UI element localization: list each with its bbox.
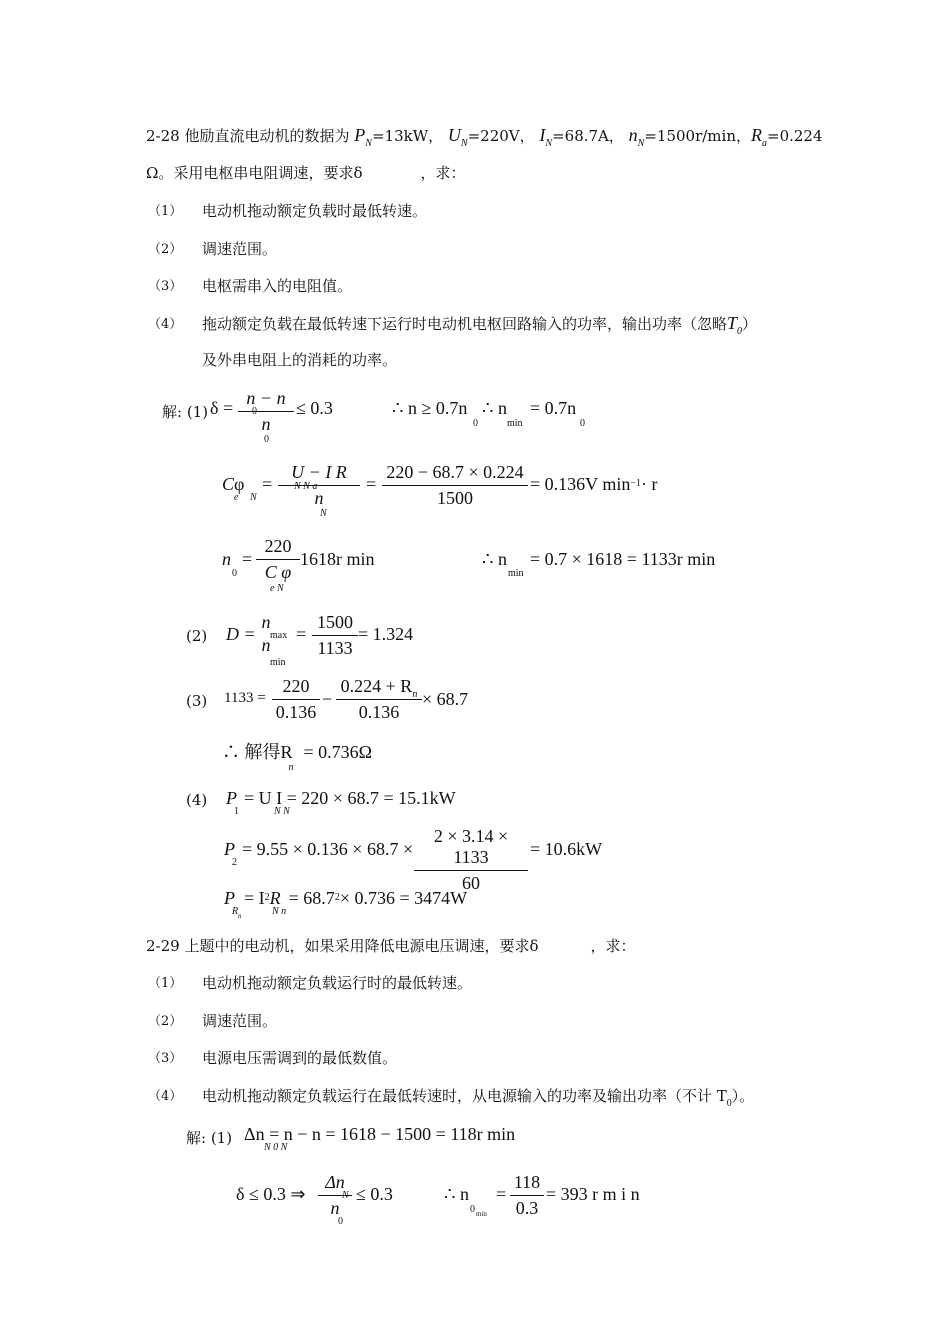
frac-den: n	[261, 635, 271, 655]
sub-N: N	[545, 138, 553, 149]
den-subs: e N	[270, 583, 284, 594]
fraction-n0min	[510, 1172, 544, 1219]
frac-num: U − I R	[291, 462, 347, 482]
part-label: (4)	[186, 791, 208, 809]
problem-28-line2	[146, 162, 465, 183]
frac-num: n − n	[246, 388, 286, 408]
sub-N: N	[342, 1190, 349, 1201]
P1-lhs: P	[226, 788, 237, 808]
var-n: n	[628, 125, 638, 145]
frac-den: 1133	[317, 638, 353, 658]
sub-0-num: 0	[252, 406, 257, 417]
eq: =	[242, 549, 253, 569]
item-number: （4）	[148, 1089, 183, 1104]
line2-delta: δ ≤ 0.3 ⇒	[236, 1184, 306, 1204]
value-IN: =68.7A，	[552, 127, 624, 145]
minus: −	[322, 689, 333, 709]
item-text-wrap	[202, 313, 758, 337]
frac-num: 220 − 68.7 × 0.224	[386, 462, 524, 482]
P2-lhs: P	[224, 839, 235, 859]
sub-0: 0	[338, 1216, 343, 1227]
problem-29-line1	[146, 935, 636, 956]
sub-0: 0	[473, 418, 478, 429]
P1-expr: = U I = 220 × 68.7 = 15.1kW	[244, 788, 456, 808]
sub-0: 0	[470, 1204, 475, 1215]
sub-0: 0	[726, 1098, 732, 1109]
line2-ineq: ≤ 0.3	[356, 1184, 393, 1204]
item-text: 调速范围。	[202, 240, 278, 258]
frac-den: 60	[462, 873, 480, 893]
problem-28-item-1	[148, 200, 428, 220]
sub-N: N	[365, 138, 372, 149]
var-C: C	[222, 474, 235, 494]
value-nN: =1500r/min，	[644, 127, 751, 145]
frac-bar	[414, 870, 528, 871]
sub-min: min	[507, 418, 523, 429]
item-text-wrap	[202, 1085, 755, 1109]
therefore-n: ∴ n ≥ 0.7n	[392, 398, 468, 418]
item-text: 电动机拖动额定负载运行在最低转速时，从电源输入的功率及输出功率（不计 T	[202, 1087, 727, 1105]
frac-num: 1500	[317, 612, 353, 632]
problem-text-tail: ，求：	[590, 937, 636, 955]
frac-den: 1500	[437, 488, 473, 508]
frac-bar	[238, 411, 294, 412]
item-text: 拖动额定负载在最低转速下运行时电动机电枢回路输入的功率，输出功率（忽略	[202, 315, 728, 333]
sup: −1	[630, 478, 641, 489]
close-paren: ）	[742, 315, 758, 333]
problem-number: 2-28	[146, 127, 180, 145]
problem-29-item-4	[148, 1085, 755, 1109]
sup-2: 2	[264, 892, 270, 903]
item-number: （4）	[148, 317, 183, 332]
item-text: 电动机拖动额定负载运行时的最低转速。	[202, 974, 473, 992]
p3-solve	[222, 738, 373, 773]
problem-29-item-3	[148, 1047, 398, 1067]
fraction-ce-numeric	[382, 462, 528, 509]
therefore-nmin: ∴ n	[482, 398, 507, 418]
sub-N: N	[250, 492, 257, 503]
frac-bar	[336, 699, 422, 700]
item-text: 电动机拖动额定负载时最低转速。	[202, 202, 428, 220]
line2-result: = 393 r m i n	[546, 1184, 640, 1204]
frac-num: 220	[282, 676, 310, 696]
fraction-n0	[256, 536, 300, 583]
dn-subs: N 0 N	[264, 1142, 288, 1153]
item-number: （3）	[148, 279, 183, 294]
P2-expr: = 9.55 × 0.136 × 68.7 ×	[242, 839, 414, 859]
problem-28-item-3	[148, 275, 353, 295]
eq: =	[366, 474, 377, 494]
solution-label: 解: (1)	[186, 1129, 233, 1147]
frac-num: 118	[513, 1172, 541, 1192]
item-text: 调速范围。	[202, 1012, 278, 1030]
sub-n: n	[288, 762, 294, 773]
phi: φ	[234, 474, 245, 494]
var-U: U	[447, 125, 461, 145]
solve-value: = 0.736Ω	[303, 742, 373, 762]
problem-text: 上题中的电动机，如果采用降低电源电压调速，要求δ	[184, 937, 539, 955]
sub-a: a	[762, 138, 767, 149]
sub-N: N	[637, 138, 645, 149]
sup-2: 2	[334, 892, 340, 903]
item-number: （2）	[148, 1014, 183, 1029]
part-label: (3)	[186, 692, 208, 710]
item-number: （3）	[148, 1051, 183, 1066]
item-number: （1）	[148, 976, 183, 991]
problem-28-line1	[146, 125, 823, 149]
frac-bar	[382, 485, 528, 486]
n0-lhs: n	[222, 549, 231, 569]
problem-28-item-4	[148, 313, 758, 337]
frac-bar	[256, 559, 300, 560]
var-I: I	[539, 125, 546, 145]
solution-label: 解: (1)	[162, 403, 209, 421]
eq: =	[296, 624, 307, 644]
problem-text-2: Ω。采用电枢串电阻调速，要求δ	[146, 164, 363, 182]
frac-den: n	[261, 414, 271, 434]
sub-n: n	[412, 689, 418, 700]
frac-den: n	[314, 488, 324, 508]
value-UN: =220V，	[467, 127, 535, 145]
sub-e: e	[234, 492, 239, 503]
frac-den: 0.136	[275, 702, 317, 722]
sub-n: n	[238, 912, 242, 920]
expr-3: = 68.7	[288, 888, 335, 908]
problem-28-item-4-line2: 及外串电阻上的消耗的功率。	[202, 351, 398, 369]
problem-number: 2-29	[146, 937, 180, 955]
part-label: (2)	[186, 627, 208, 645]
fraction-P2	[414, 826, 528, 894]
problem-29-item-1	[148, 972, 473, 992]
sub-N: N	[460, 138, 468, 149]
sub-0: 0	[580, 418, 585, 429]
p3-tail: × 68.7	[422, 689, 469, 709]
D-result: = 1.324	[358, 624, 414, 644]
fraction-delta	[238, 388, 294, 435]
frac-den: 0.3	[515, 1198, 539, 1218]
var-P: P	[354, 125, 366, 145]
D-lhs: D =	[226, 624, 256, 644]
line2-therefore: ∴ n	[444, 1184, 469, 1204]
frac-num: 2 × 3.14 × 1133	[433, 826, 509, 867]
frac-num: Δn	[325, 1172, 345, 1192]
sub-max: max	[270, 630, 288, 641]
sub-min: min	[476, 1210, 487, 1218]
frac-bar	[278, 485, 360, 486]
sub-min: min	[508, 568, 524, 579]
frac-num: 220	[264, 536, 292, 556]
value-Ra: =0.224	[767, 127, 823, 145]
frac-bar	[312, 635, 358, 636]
item-number: （1）	[148, 204, 183, 219]
item-text: 电枢需串入的电阻值。	[202, 277, 353, 295]
result-tail: · r	[640, 474, 658, 494]
item-number: （2）	[148, 242, 183, 257]
fraction-ce	[278, 462, 360, 509]
P1-subs: N N	[274, 806, 290, 817]
sub-R: R	[232, 906, 239, 917]
sub-min: min	[270, 657, 286, 668]
problem-text: 他励直流电动机的数据为	[184, 127, 350, 145]
ineq-03: ≤ 0.3	[296, 398, 333, 418]
num-subs: N N a	[294, 481, 318, 492]
frac-bar	[510, 1195, 544, 1196]
frac-num: n	[261, 612, 271, 632]
PR-subs: N n	[272, 906, 287, 917]
solve-text: ∴ 解得R	[222, 742, 293, 762]
sub-0: 0	[232, 568, 237, 579]
dn-expr: Δn = n − n = 1618 − 1500 = 118r min	[244, 1124, 516, 1144]
frac-den: 0.136	[358, 702, 400, 722]
ce-result	[530, 474, 657, 495]
n0-result: 1618r min	[300, 549, 375, 569]
problem-28-item-2	[148, 238, 278, 258]
var-R: R	[269, 888, 281, 908]
fraction-D-numeric	[312, 612, 358, 659]
sub-1: 1	[234, 806, 239, 817]
frac-bar	[272, 699, 320, 700]
nmin-value: = 0.7n	[530, 398, 577, 418]
nmin-result: = 0.7 × 1618 = 1133r min	[530, 549, 716, 569]
var-R: R	[751, 125, 762, 145]
frac-num: 0.224 + R	[340, 676, 413, 696]
eq: =	[496, 1184, 507, 1204]
delta-eq: δ =	[210, 398, 234, 418]
expr-1: = I	[244, 888, 265, 908]
value-PN: =13kW，	[371, 127, 444, 145]
close-paren: ）。	[731, 1087, 755, 1105]
frac-den: C φ	[264, 562, 292, 582]
eq: =	[262, 474, 273, 494]
p3-lhs: 1133 =	[224, 690, 266, 706]
PR-lhs: P	[224, 888, 235, 908]
sub-N-den: N	[320, 508, 327, 519]
sub-0: 0	[737, 326, 743, 337]
result: = 0.136V min	[530, 474, 631, 494]
item-text: 电源电压需调到的最低数值。	[202, 1049, 398, 1067]
frac-den: n	[330, 1198, 340, 1218]
expr-4: × 0.736 = 3474W	[339, 888, 468, 908]
fraction-p3-2	[336, 676, 422, 723]
sub-2: 2	[232, 857, 237, 868]
problem-text-tail: ，求：	[420, 164, 466, 182]
fraction-p3-1	[272, 676, 320, 723]
nmin-lhs: ∴ n	[482, 549, 507, 569]
P2-result: = 10.6kW	[530, 839, 603, 859]
var-T: T	[727, 313, 738, 333]
sub-0-den: 0	[264, 434, 269, 445]
problem-29-item-2	[148, 1010, 278, 1030]
